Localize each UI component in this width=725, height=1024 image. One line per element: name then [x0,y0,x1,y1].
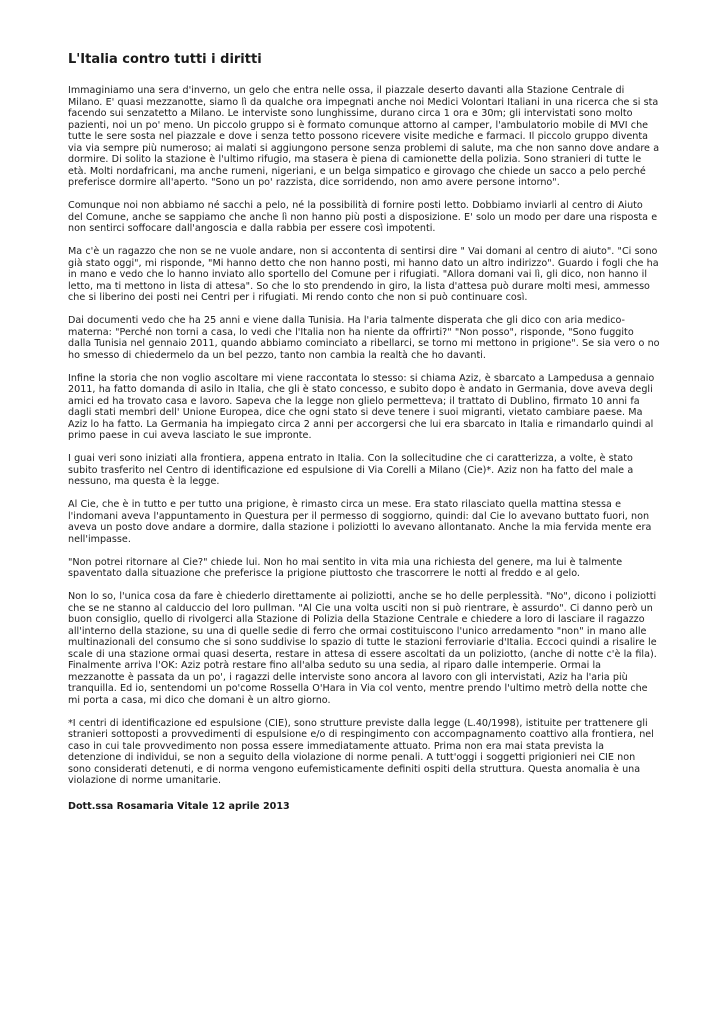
paragraph-8: "Non potrei ritornare al Cie?" chiede lui. Non ho mai sentito in vita mia una richiesta del genere, ma lui è talmente spaventato dalla situazione che preferisce la prigione piuttosto che trascorrere le notti al freddo e al gelo. [68,556,623,579]
document-page [68,52,660,813]
paragraph-9: Non lo so, l'unica cosa da fare è chiederlo direttamente ai poliziotti, anche se ho delle perplessità. "No", dicono i poliziotti che se ne stanno al calduccio del loro pullman. "Al Cie una volta usciti non si può rientrare, è assurdo". Ci danno però un buon consiglio, quello di rivolgerci alla Stazione di Polizia della Stazione Centrale e chiedere a loro di lasciare il ragazzo all'interno della stazione, su una di quelle sedie di ferro che ormai costituiscono l'unico arredamento "non" in mano alle multinazionali del consumo che si sono suddivise lo spazio di tutte le stazioni ferroviarie d'Italia. Eccoci quindi a risalire le scale di una stazione ormai quasi deserta, restare in attesa di essere ascoltati da un poliziotto, (anche di notte c'è la fila). Finalmente arriva l'OK: Aziz potrà restare fino all'alba seduto su una sedia, al riparo dalle intemperie. Ormai la mezzanotte è passata da un po', i ragazzi delle interviste sono ancora al lavoro con gli intervistati, Aziz ha l'aria più tranquilla. Ed io, sentendomi un po'come Rossella O'Hara in Via col vento, mentre prendo l'ultimo metrò della notte che mi porta a casa, mi dico che domani è un altro giorno. [68,591,657,706]
author-signature: Dott.ssa Rosamaria Vitale 12 aprile 2013 [68,800,290,812]
paragraph-1: Immaginiamo una sera d'inverno, un gelo che entra nelle ossa, il piazzale deserto davanti alla Stazione Centrale di Milano. E' quasi mezzanotte, siamo lì da qualche ora impegnati anche noi Medici Volontari Italiani in una ricerca che si sta facendo sui senzatetto a Milano. Le interviste sono lunghissime, durano circa 1 ora e 30m; gli intervistati sono molto pazienti, noi un po' meno. Un piccolo gruppo si è formato comunque attorno al camper, l'ambulatorio mobile di MVI che tutte le sere sosta nel piazzale e dove i senza tetto possono ricevere visite mediche e farmaci. Il piccolo gruppo diventa via via sempre più numeroso; ai malati si aggiungono persone senza problemi di salute, ma che non sanno dove andare a dormire. Di solito la stazione è l'ultimo rifugio, ma stasera è piena di camionette della polizia. Sono stranieri di tutte le età. Molti nordafricani, ma anche rumeni, nigeriani, e un belga simpatico e girovago che chiede un sacco a pelo perché preferisce dormire all'aperto. "Sono un po' razzista, dice sorridendo, non amo avere persone intorno". [68,85,660,188]
paragraph-3: Ma c'è un ragazzo che non se ne vuole andare, non si accontenta di sentirsi dire " Vai domani al centro di aiuto". "Ci sono già stato oggi", mi risponde, "Mi hanno detto che non hanno posti, mi hanno dato un altro indirizzo". Guardo i fogli che ha in mano e vedo che lo hanno inviato allo sportello del Comune per i rifugiati. "Allora domani vai lì, gli dico, non hanno il letto, ma ti mettono in lista di attesa". So che lo sto prendendo in giro, la lista d'attesa può durare molti mesi, ammesso che si liberino dei posti nei Centri per i rifugiati. Mi rendo conto che non si può continuare così. [68,246,659,303]
document-title: L'Italia contro tutti i diritti [68,52,262,67]
footnote: *I centri di identificazione ed espulsione (CIE), sono strutture previste dalla legge (L.40/1998), istituite per trattenere gli stranieri sottoposti a provvedimenti di espulsione e/o di respingimento con accompagnamento coattivo alla frontiera, nel caso in cui tale provvedimento non possa essere immediatamente attuato. Prima non era mai stata prevista la detenzione di individui, se non a seguito della violazione di norme penali. A tutt'oggi i soggetti prigionieri nei CIE non sono considerati detenuti, e di norma vengono eufemisticamente definiti ospiti della struttura. Questa anomalia è una violazione di norme umanitarie. [68,717,654,786]
paragraph-2: Comunque noi non abbiamo né sacchi a pelo, né la possibilità di fornire posti letto. Dobbiamo inviarli al centro di Aiuto del Comune, anche se sappiamo che anche lì non hanno più posti a disposizione. E' solo un modo per dare una risposta e non sentirci soffocare dall'angoscia e dalla rabbia per essere così impotenti. [68,200,658,234]
paragraph-6: I guai veri sono iniziati alla frontiera, appena entrato in Italia. Con la sollecitudine che ci caratterizza, a volte, è stato subito trasferito nel Centro di identificazione ed espulsione di Via Corelli a Milano (Cie)*. Aziz non ha fatto del male a nessuno, ma questa è la legge. [68,453,634,487]
paragraph-5: Infine la storia che non voglio ascoltare mi viene raccontata lo stesso: si chiama Aziz, è sbarcato a Lampedusa a gennaio 2011, ha fatto domanda di asilo in Italia, che gli è stato concesso, e subito dopo è andato in Germania, dove aveva degli amici ed ha trovato casa e lavoro. Sapeva che la legge non glielo permetteva; il trattato di Dublino, firmato 10 anni fa dagli stati membri dell' Unione Europea, dice che ogni stato si deve tenere i suoi migranti, vietato cambiare paese. Ma Aziz lo ha fatto. La Germania ha impiegato circa 2 anni per accorgersi che lui era sbarcato in Italia e rimandarlo quindi al primo paese in cui aveva lasciato le sue impronte. [68,372,655,441]
paragraph-7: Al Cie, che è in tutto e per tutto una prigione, è rimasto circa un mese. Era stato rilasciato quella mattina stessa e l'indomani aveva l'appuntamento in Questura per il permesso di soggiorno, quindi: dal Cie lo avevano buttato fuori, non aveva un posto dove andare a dormire, dalla stazione i poliziotti lo avevano allontanato. Anche la mia fervida mente era nell'impasse. [68,499,652,545]
paragraph-4: Dai documenti vedo che ha 25 anni e viene dalla Tunisia. Ha l'aria talmente disperata che gli dico con aria medico-materna: "Perché non torni a casa, lo vedi che l'Italia non ha niente da offrirti?" "Non posso", risponde, "Sono fuggito dalla Tunisia nel gennaio 2011, quando abbiamo cominciato a ribellarci, se torno mi mettono in prigione". Se sia vero o no ho smesso di chiedermelo da un bel pezzo, tanto non cambia la realtà che ho davanti. [68,315,660,361]
